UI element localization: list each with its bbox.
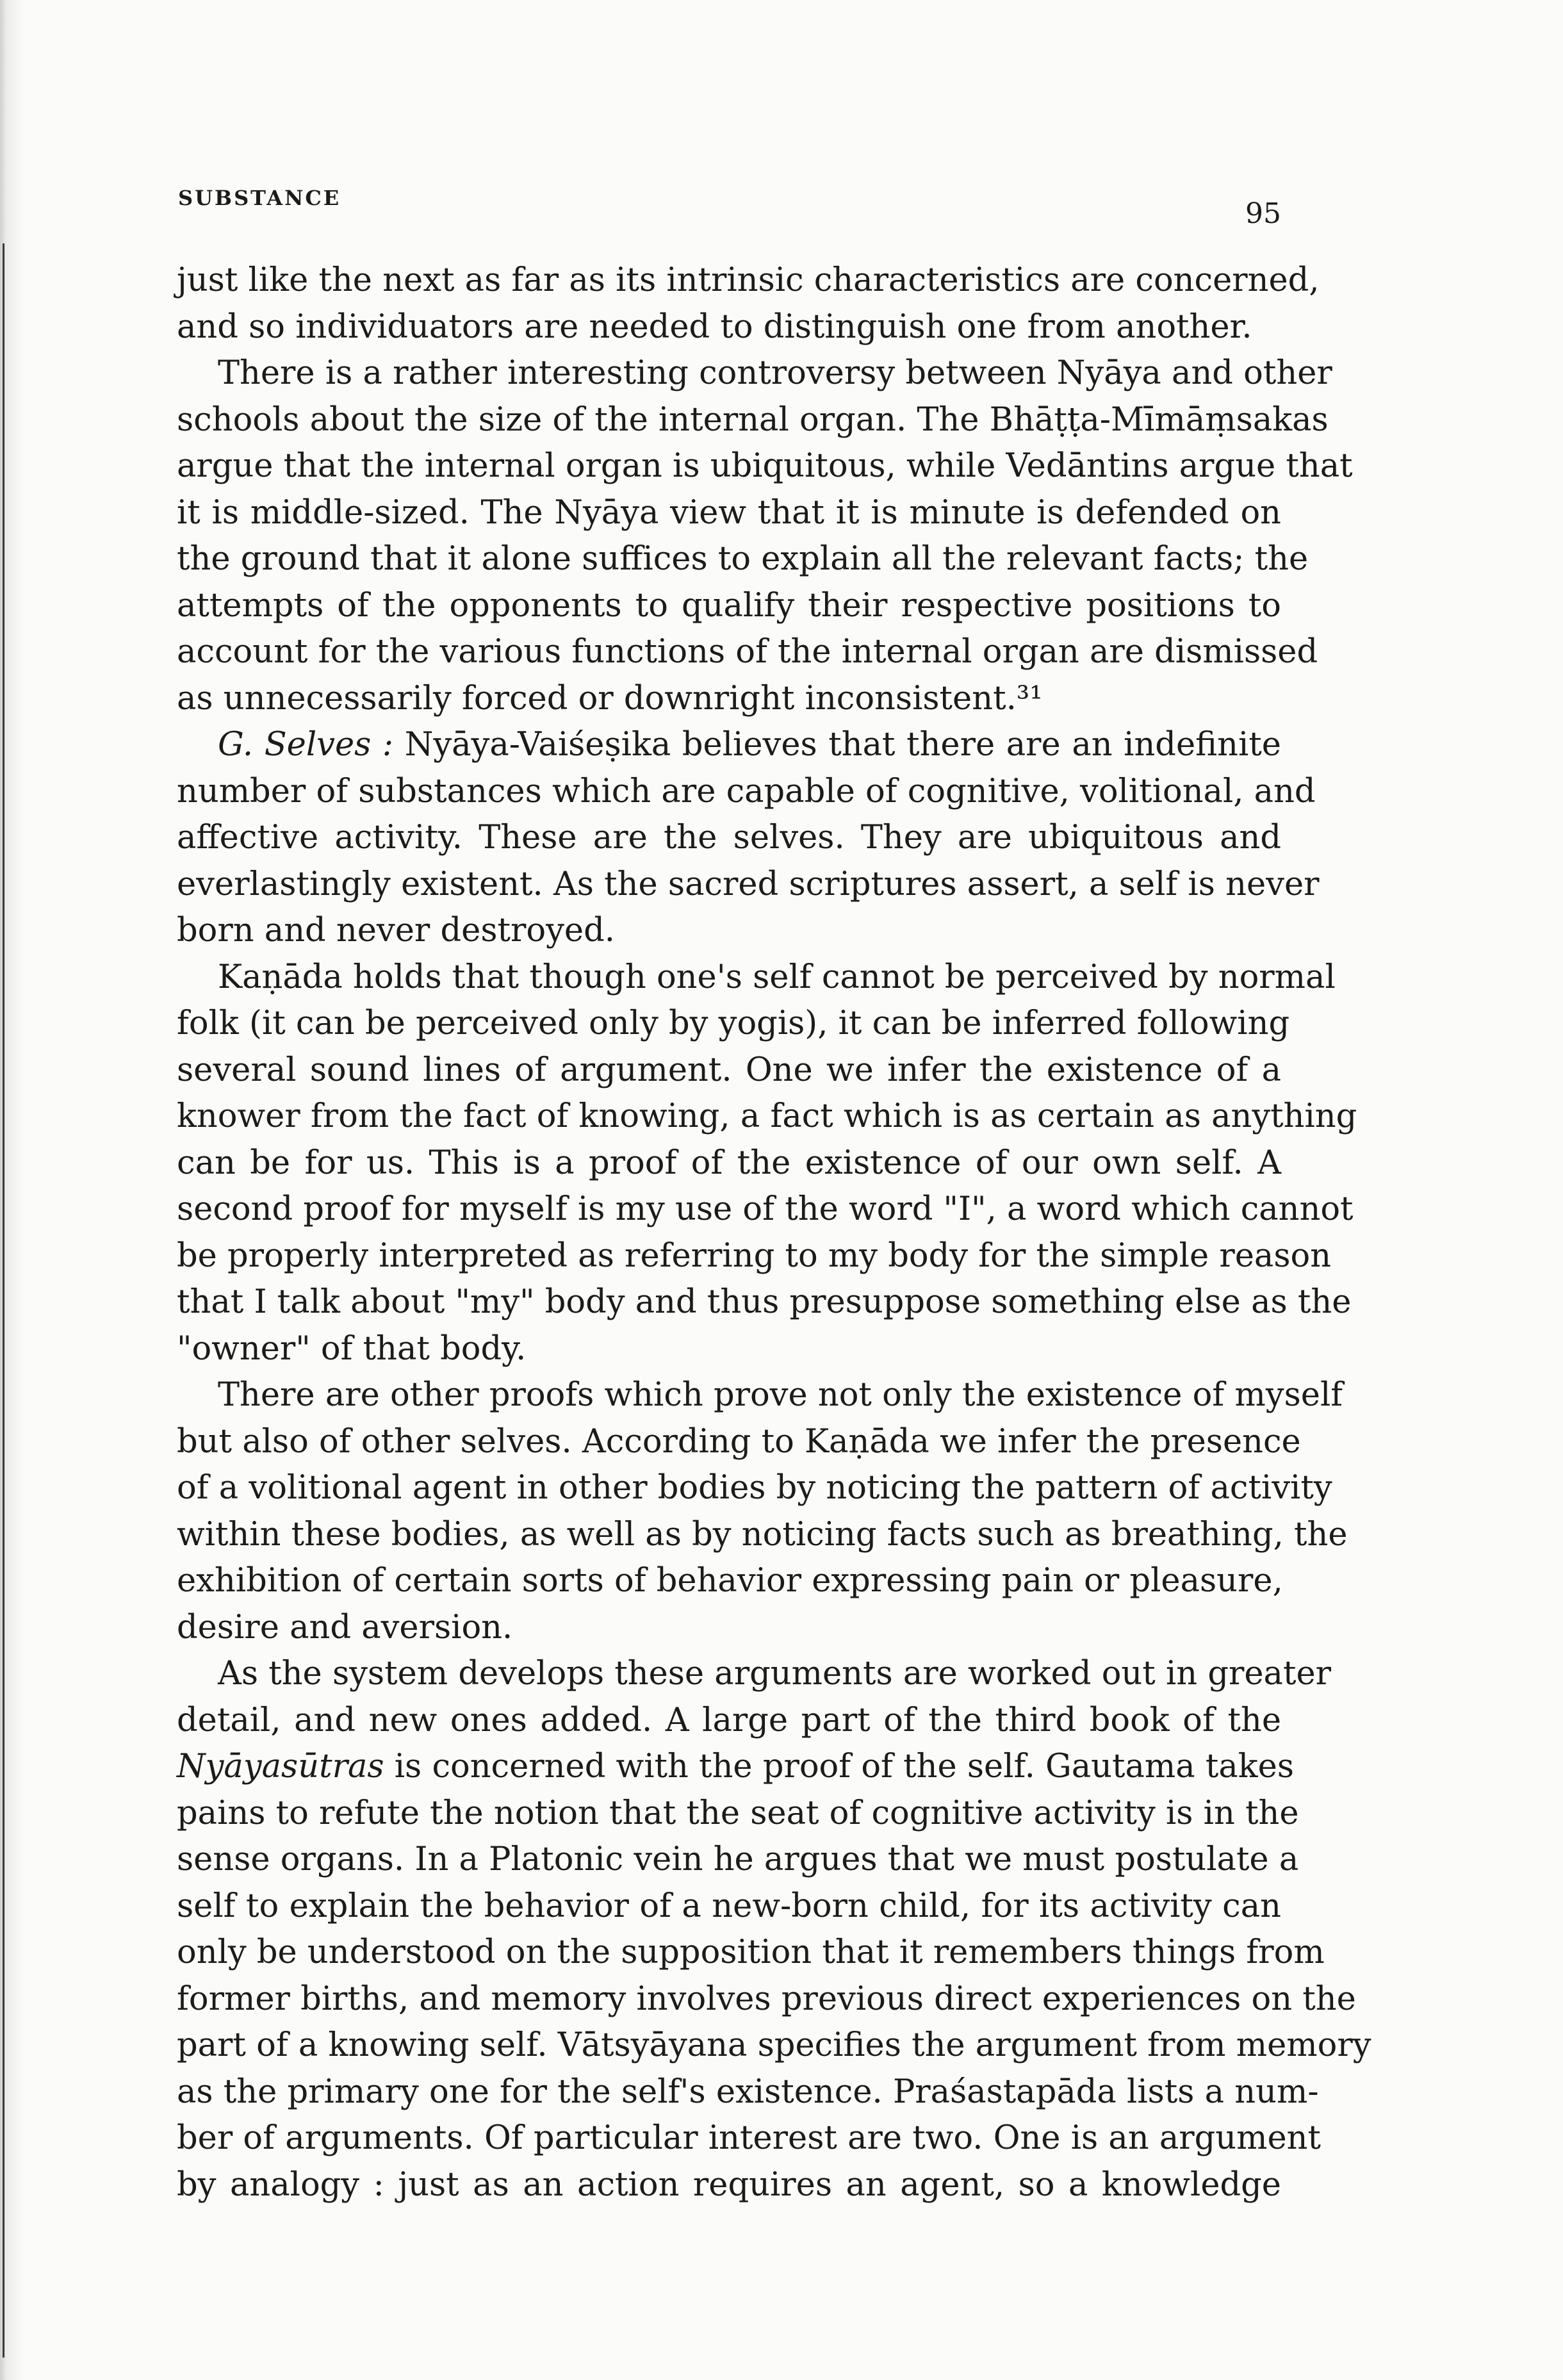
text-line: everlastingly existent. As the sacred scriptures assert, a self is never xyxy=(177,865,1320,903)
text-line: only be understood on the supposition that it remembers things from xyxy=(177,1933,1325,1971)
paragraph xyxy=(177,1651,1371,2208)
text-line: As the system develops these arguments are worked out in greater xyxy=(218,1655,1332,1693)
text-line: knower from the fact of knowing, a fact which is as certain as anything xyxy=(177,1097,1357,1135)
text-line: ber of arguments. Of particular interest are two. One is an argument xyxy=(177,2119,1322,2157)
text-line: Nyāyasūtras is concerned with the proof of the self. Gautama takes xyxy=(177,1748,1295,1785)
text-line: the ground that it alone suffices to explain all the relevant facts; the xyxy=(177,540,1309,578)
text-line: of a volitional agent in other bodies by noticing the pattern of activity xyxy=(177,1469,1332,1507)
text-line: within these bodies, as well as by noticing facts such as breathing, the xyxy=(177,1515,1348,1554)
text-line: sense organs. In a Platonic vein he argues that we must postulate a xyxy=(177,1841,1299,1878)
text-line: but also of other selves. According to Kaṇāda we infer the presence xyxy=(177,1422,1301,1461)
paragraph xyxy=(177,1372,1348,1651)
text-line: schools about the size of the internal organ. The Bhāṭṭa-Mīmāṃsakas xyxy=(177,400,1329,439)
paragraph xyxy=(177,350,1353,722)
section-heading: G. Selves : xyxy=(218,726,394,764)
paragraph xyxy=(177,258,1320,350)
text-line: account for the various functions of the internal organ are dismissed xyxy=(177,633,1318,671)
text-line: second proof for myself is my use of the word "I", a word which cannot xyxy=(177,1190,1354,1228)
text-line: "owner" of that body. xyxy=(177,1329,527,1368)
text-line: desire and aversion. xyxy=(177,1608,513,1646)
text-line: just like the next as far as its intrinsic characteristics are concerned, xyxy=(177,261,1320,299)
text-line: pains to refute the notion that the seat of cognitive activity is in the xyxy=(177,1794,1299,1832)
paragraph xyxy=(177,722,1320,955)
body-text xyxy=(177,258,1371,2208)
text-line: There is a rather interesting controversy between Nyāya and other xyxy=(218,354,1332,392)
text-line: Kaṇāda holds that though one's self cannot be perceived by normal xyxy=(218,958,1336,996)
text-line: by analogy : just as an action requires an agent, so a knowledge xyxy=(177,2165,1281,2204)
text-line: several sound lines of argument. One we infer the existence of a xyxy=(177,1051,1281,1089)
text-line: born and never destroyed. xyxy=(177,912,615,949)
heading-tail: Nyāya-Vaiśeṣika believes that there are an indefinite xyxy=(404,726,1281,764)
text-line: affective activity. These are the selves. They are ubiquitous and xyxy=(177,819,1281,857)
text-line: that I talk about "my" body and thus presuppose something else as the xyxy=(177,1283,1352,1321)
text-line: former births, and memory involves previous direct experiences on the xyxy=(177,1980,1356,2018)
running-head: SUBSTANCE xyxy=(178,186,341,210)
text-line: part of a knowing self. Vātsyāyana specifies the argument from memory xyxy=(177,2026,1371,2064)
text-line: self to explain the behavior of a new-born child, for its activity can xyxy=(177,1887,1281,1925)
page-number: 95 xyxy=(1245,197,1281,230)
text-line: as unnecessarily forced or downright inconsistent.³¹ xyxy=(177,679,1043,718)
text-line: argue that the internal organ is ubiquitous, while Vedāntins argue that xyxy=(177,447,1353,485)
text-line: can be for us. This is a proof of the existence of our own self. A xyxy=(177,1144,1281,1182)
text-line: folk (it can be perceived only by yogis), it can be inferred following xyxy=(177,1005,1290,1042)
text-line: as the primary one for the self's existence. Praśastapāda lists a num- xyxy=(177,2072,1319,2111)
book-title: Nyāyasūtras xyxy=(177,1748,384,1785)
text-line: it is middle-sized. The Nyāya view that it is minute is defended on xyxy=(177,493,1281,532)
text-line: exhibition of certain sorts of behavior expressing pain or pleasure, xyxy=(177,1562,1283,1600)
text-line: There are other proofs which prove not only the existence of myself xyxy=(218,1376,1343,1414)
text-line: and so individuators are needed to distinguish one from another. xyxy=(177,308,1252,346)
page-binding-rule xyxy=(3,243,4,2358)
text-line: detail, and new ones added. A large part of the third book of the xyxy=(177,1701,1281,1739)
paragraph xyxy=(177,955,1357,1373)
text-line xyxy=(177,722,1281,769)
text-line: be properly interpreted as referring to my body for the simple reason xyxy=(177,1236,1332,1275)
page-header xyxy=(178,186,1281,237)
text-line: number of substances which are capable of cognitive, volitional, and xyxy=(177,772,1316,810)
text-line: attempts of the opponents to qualify their respective positions to xyxy=(177,586,1281,625)
